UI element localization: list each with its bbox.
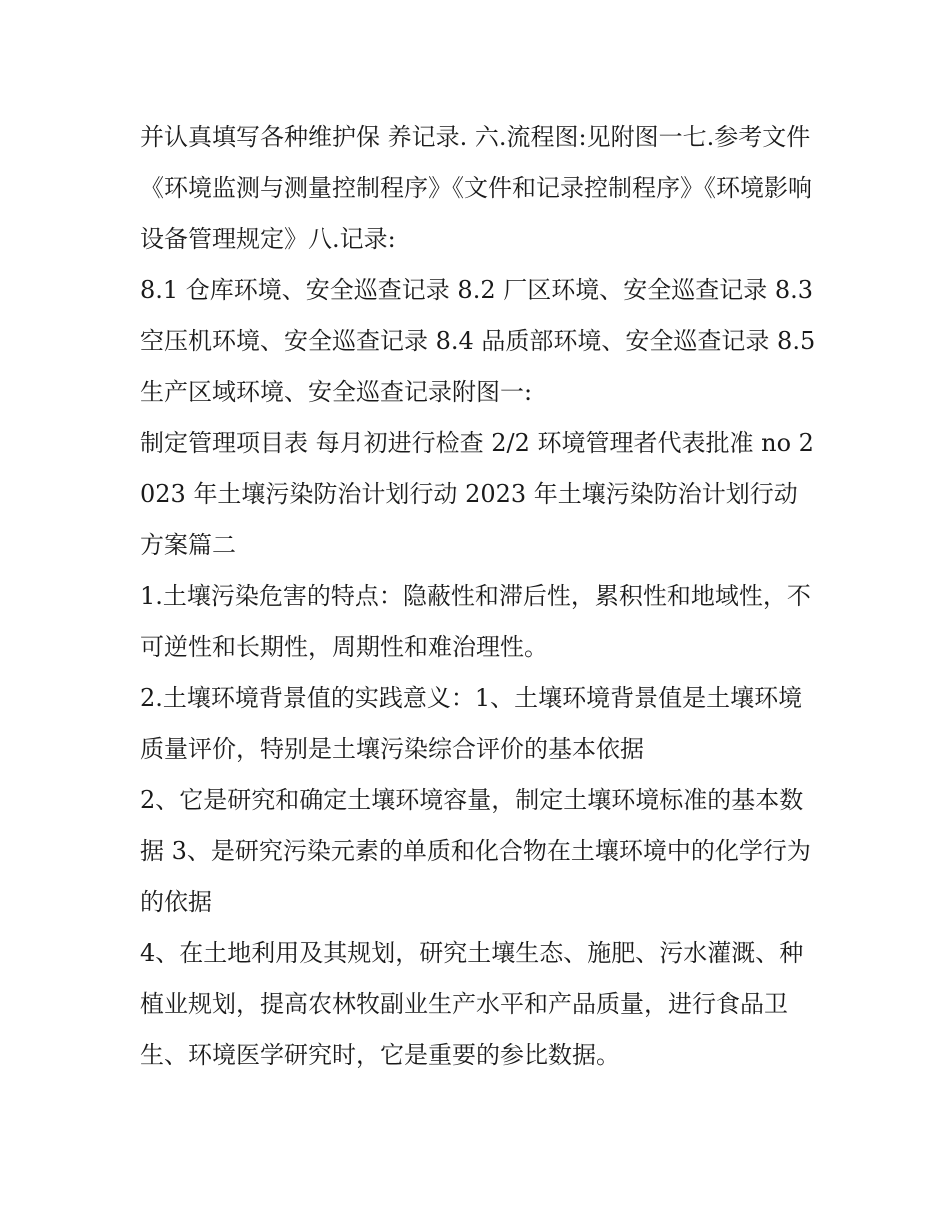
paragraph-soil-pollution-features: 1.土壤污染危害的特点：隐蔽性和滞后性，累积性和地域性，不可逆性和长期性，周期性和难治理性。 — [140, 582, 811, 661]
paragraph-background-value-significance: 2.土壤环境背景值的实践意义：1、土壤环境背景值是土壤环境质量评价，特别是土壤污染综合评价的基本依据 — [140, 684, 803, 763]
document-body — [140, 112, 820, 1081]
paragraph-environmental-capacity: 2、它是研究和确定土壤环境容量，制定土壤环境标准的基本数据 3、是研究污染元素的单质和化合物在土壤环境中的化学行为的依据 — [140, 786, 811, 916]
paragraph-inspection-records: 8.1 仓库环境、安全巡查记录 8.2 厂区环境、安全巡查记录 8.3 空压机环境、安全巡查记录 8.4 品质部环境、安全巡查记录 8.5 生产区域环境、安全巡查记录附图一: — [140, 276, 816, 406]
paragraph-land-use-reference: 4、在土地利用及其规划，研究土壤生态、施肥、污水灌溉、种植业规划，提高农林牧副业生产水平和产品质量，进行食品卫生、环境医学研究时，它是重要的参比数据。 — [140, 939, 804, 1069]
paragraph-maintenance-records: 并认真填写各种维护保 养记录. 六.流程图:见附图一七.参考文件 — [140, 123, 811, 151]
paragraph-reference-documents: 《环境监测与测量控制程序》《文件和记录控制程序》《环境影响设备管理规定》八.记录: — [140, 174, 812, 253]
paragraph-management-table: 制定管理项目表 每月初进行检查 2/2 环境管理者代表批准 no 2023 年土壤污染防治计划行动 2023 年土壤污染防治计划行动方案篇二 — [140, 429, 814, 559]
